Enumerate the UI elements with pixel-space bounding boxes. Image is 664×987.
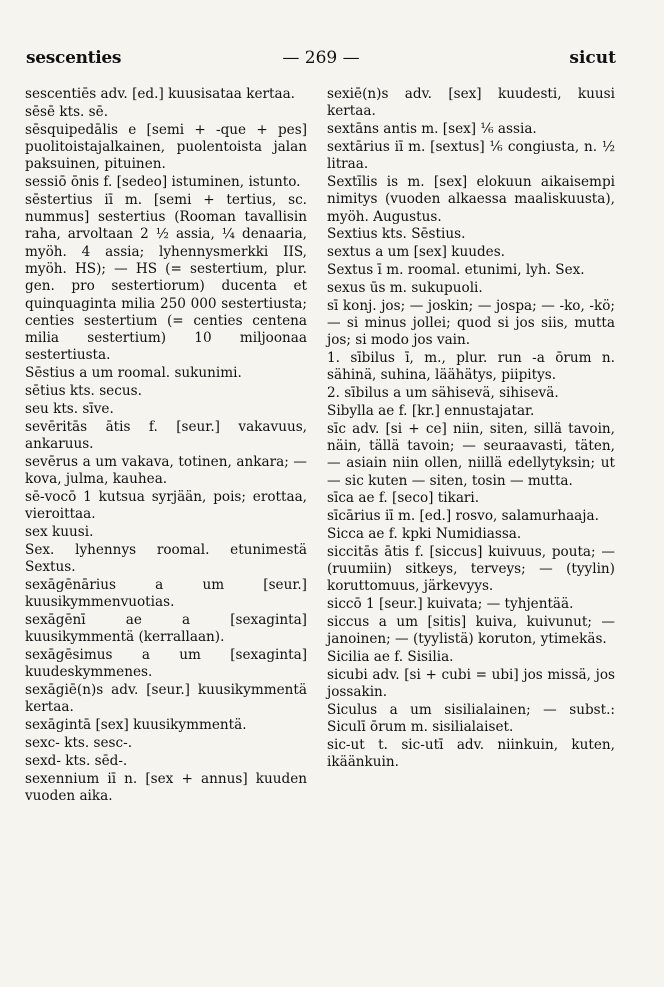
dictionary-entry: Sicilia ae f. Sisilia.	[327, 649, 454, 665]
dictionary-entry: seu kts. sīve.	[25, 400, 114, 417]
dictionary-entry: sexāgiē(n)s adv. [seur.] kuusikymmentä kertaa.	[25, 682, 307, 716]
dictionary-entry: Sextīlis is m. [sex] elokuun aikaisempi nimitys (vuoden alkaessa maaliskuusta), myöh. Augustus.	[327, 173, 615, 225]
left-column	[25, 86, 307, 806]
dictionary-entry: Sex. lyhennys roomal. etunimestä Sextus.	[25, 541, 307, 576]
dictionary-entry: sextārius iī m. [sextus] ⅙ congiusta, n. ½ litraa.	[327, 138, 615, 173]
dictionary-entry: sēsē kts. sē.	[25, 103, 109, 120]
dictionary-entry: sicubi adv. [si + cubi = ubi] jos missä, jos jossakin.	[327, 666, 615, 701]
dictionary-entry: Sextus ī m. roomal. etunimi, lyh. Sex.	[327, 261, 585, 278]
dictionary-entry: sevēritās ātis f. [seur.] vakavuus, ankaruus.	[25, 418, 307, 452]
dictionary-entry: sexc- kts. sesc-.	[25, 734, 133, 751]
dictionary-entry: 1. sībilus ī, m., plur. run -a ōrum n. sähinä, suhina, läähätys, piipitys.	[327, 349, 615, 384]
dictionary-entry: sevērus a um vakava, totinen, ankara; — kova, julma, kauhea.	[25, 453, 307, 488]
dictionary-entry: siccitās ātis f. [siccus] kuivuus, pouta; — (ruumiin) sitkeys, terveys; — (tyylin) koruttomuus, järkevyys.	[327, 543, 615, 595]
dictionary-entry: siccō 1 [seur.] kuivata; — tyhjentää.	[327, 596, 574, 613]
dictionary-entry: Sextius kts. Sēstius.	[327, 226, 466, 243]
header-right-guideword: sicut	[569, 48, 616, 68]
dictionary-entry: Sēstius a um roomal. sukunimi.	[25, 365, 242, 382]
dictionary-entry: sextāns antis m. [sex] ⅙ assia.	[327, 121, 537, 138]
dictionary-entry: siccus a um [sitis] kuiva, kuivunut; — janoinen; — (tyylistä) koruton, ytimekäs.	[327, 613, 615, 648]
page-number: — 269 —	[282, 48, 360, 68]
dictionary-entry: sīca ae f. [seco] tikari.	[327, 490, 480, 507]
dictionary-entry: sic-ut t. sic-utī adv. niinkuin, kuten, ikäänkuin.	[327, 736, 615, 771]
dictionary-entry: sīcārius iī m. [ed.] rosvo, salamurhaaja.	[327, 508, 599, 525]
dictionary-entry: Sicca ae f. kpki Numidiassa.	[327, 525, 522, 542]
dictionary-entry: sextus a um [sex] kuudes.	[327, 244, 505, 261]
dictionary-entry: sessiō ōnis f. [sedeo] istuminen, istunto.	[25, 173, 301, 190]
dictionary-entry: sexennium iī n. [sex + annus] kuuden vuoden aika.	[25, 770, 307, 804]
dictionary-entry: sescentiēs adv. [ed.] kuusisataa kertaa.	[25, 86, 295, 102]
dictionary-entry: 2. sībilus a um sähisevä, sihisevä.	[327, 385, 559, 402]
dictionary-entry: sēstertius iī m. [semi + tertius, sc. nummus] sestertius (Rooman tavallisin raha, arvoltaan 2 ½ assia, ¼ denaaria, myöh. 4 assia; lyhennysmerkki IIS, myöh. HS); — HS (= sestertium, plur. gen. pro sestertiorum) ducenta et quinquaginta milia 250 000 sestertiusta; centies sestertium (= centies centena milia sestertium) 10 miljoonaa sestertiusta.	[25, 191, 307, 364]
dictionary-entry: sī konj. jos; — joskin; — jospa; — -ko, -kö; — si minus jollei; quod si jos siis, mutta jos; si modo jos vain.	[327, 297, 615, 349]
dictionary-entry: Siculus a um sisilialainen; — subst.: Siculī ōrum m. sisilialaiset.	[327, 701, 615, 736]
dictionary-entry: sexus ūs m. sukupuoli.	[327, 279, 483, 296]
page-header	[26, 46, 616, 70]
dictionary-entry: sē-vocō 1 kutsua syrjään, pois; erottaa, vieroittaa.	[25, 488, 307, 523]
header-left-guideword: sescenties	[26, 48, 122, 68]
dictionary-entry: sexiē(n)s adv. [sex] kuudesti, kuusi kertaa.	[327, 86, 615, 120]
dictionary-entry: sexāgintā [sex] kuusikymmentä.	[25, 717, 247, 734]
dictionary-entry: sex kuusi.	[25, 523, 94, 540]
dictionary-entry: sexāgēsimus a um [sexaginta] kuudeskymmenes.	[25, 647, 307, 681]
dictionary-entry: sīc adv. [si + ce] niin, siten, sillä tavoin, näin, tällä tavoin; — seuraavasti, täten, — asiain niin ollen, niillä edellytyksin; ut — sic kuten — siten, tosin — mutta.	[327, 420, 615, 489]
dictionary-entry: Sibylla ae f. [kr.] ennustajatar.	[327, 402, 535, 419]
dictionary-entry: sexd- kts. sēd-.	[25, 752, 128, 769]
dictionary-entry: sexāgēnārius a um [seur.] kuusikymmenvuotias.	[25, 576, 307, 611]
dictionary-entry: sētius kts. secus.	[25, 383, 142, 400]
dictionary-entry: sēsquipedālis e [semi + -que + pes] puolitoistajalkainen, puolentoista jalan paksuinen, pituinen.	[25, 121, 307, 173]
dictionary-entry: sexāgēnī ae a [sexaginta] kuusikymmentä (kerrallaan).	[25, 611, 307, 646]
right-column	[327, 86, 615, 772]
